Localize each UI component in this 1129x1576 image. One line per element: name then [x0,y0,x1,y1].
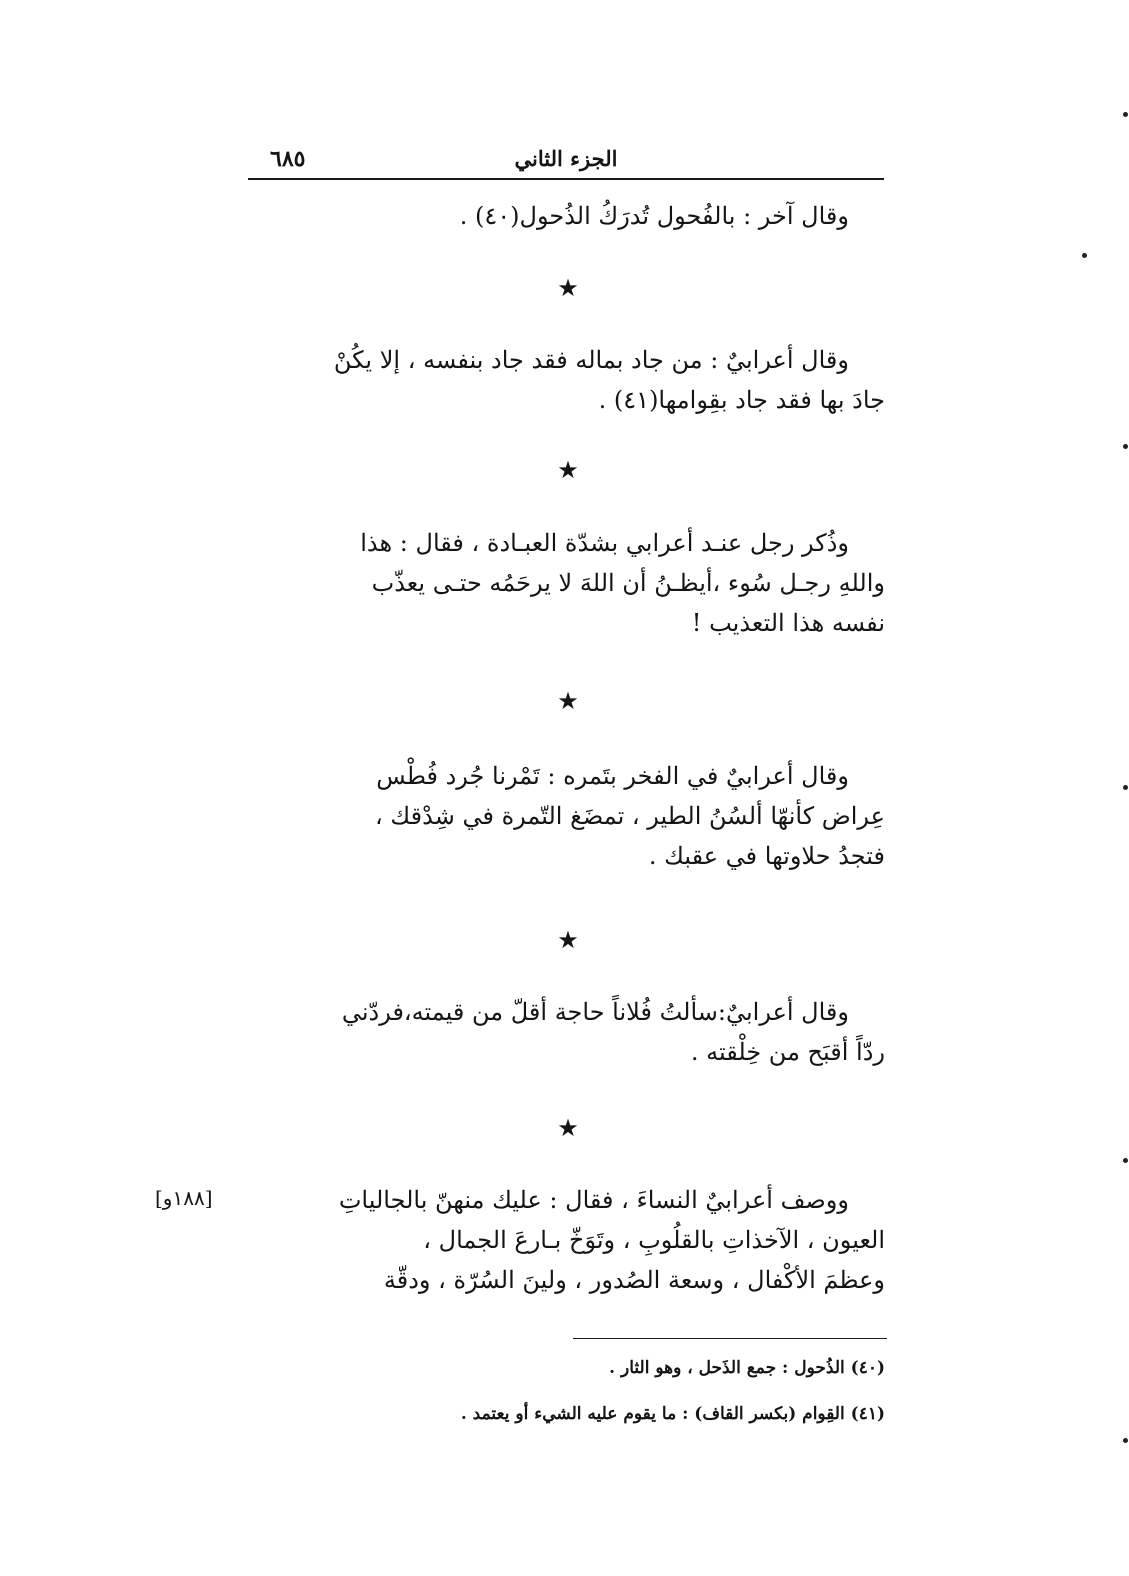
paragraph-6 [245,1180,885,1300]
paragraph-line: وذُكر رجل عنـد أعرابي بشدّة العبـادة ، فقال : هذا [360,529,849,557]
running-title: الجزء الثاني [514,146,618,171]
scan-speck [1123,785,1128,790]
paragraph-line: العيون ، الآخذاتِ بالقلُوبِ ، وتَوَخّ بـارعَ الجمال ، [423,1226,885,1254]
paragraph-line: وقال أعرابيٌ : من جاد بماله فقد جاد بنفسه ، إلا يكُنْ [333,346,849,374]
scan-speck [1123,1438,1128,1443]
scan-speck [1082,253,1087,258]
footnote-divider [573,1338,887,1339]
paragraph-5 [245,992,885,1072]
paragraph-2 [245,340,885,420]
paragraph-line: وقال أعرابيٌ:سألتُ فُلاناً حاجة أقلّ من قيمته،فردّني [341,998,849,1026]
paragraph-line: نفسه هذا التعذيب ! [691,609,885,637]
scan-speck [1123,112,1128,117]
paragraph-line: وقال أعرابيٌ في الفخر بتَمره : تَمْرنا جُرد فُطْس [376,762,849,790]
section-separator-star: ★ [557,274,579,302]
footnote-41: (٤١) القِوام (بكسر القاف) : ما يقوم عليه الشيء أو يعتمد . [460,1404,885,1424]
section-separator-star: ★ [557,456,579,484]
paragraph-3 [245,523,885,643]
paragraph-1 [245,196,885,236]
paragraph-line: فتجدُ حلاوتها في عقبك . [648,842,885,870]
manuscript-folio-marker: [١٨٨و] [155,1186,213,1210]
footnote-40: (٤٠) الذُحول : جمع الذَحل ، وهو الثار . [609,1358,885,1378]
section-separator-star: ★ [557,1114,579,1142]
paragraph-line: ووصف أعرابيٌ النساءَ ، فقال : عليك منهنّ بالجالياتِ [338,1186,849,1214]
section-separator-star: ★ [557,687,579,715]
paragraph-line: جادَ بها فقد جاد بقِوامها(٤١) . [598,386,885,414]
paragraph-line: وعظمَ الأكْفال ، وسعة الصُدور ، ولينَ السُرّة ، ودقّة [383,1266,885,1294]
scan-speck [1123,1158,1128,1163]
paragraph-line: عِراض كأنهّا ألسُنُ الطير ، تمضَغ التّمرة في شِدْقك ، [375,802,885,830]
scan-speck [1123,444,1128,449]
page-header [248,140,884,180]
paragraph-line: وقال آخر : بالفُحول تُدرَكُ الذُحول(٤٠) . [459,202,849,230]
paragraph-line: واللهِ رجـل سُوء ،أيظـنُ أن اللهَ لا يرحَمُه حتـى يعذّب [371,569,885,597]
paragraph-4 [245,756,885,876]
paragraph-line: ردّاً أقبَح من خِلْقته . [690,1038,885,1066]
page-number: ٦٨٥ [270,146,306,172]
section-separator-star: ★ [557,926,579,954]
